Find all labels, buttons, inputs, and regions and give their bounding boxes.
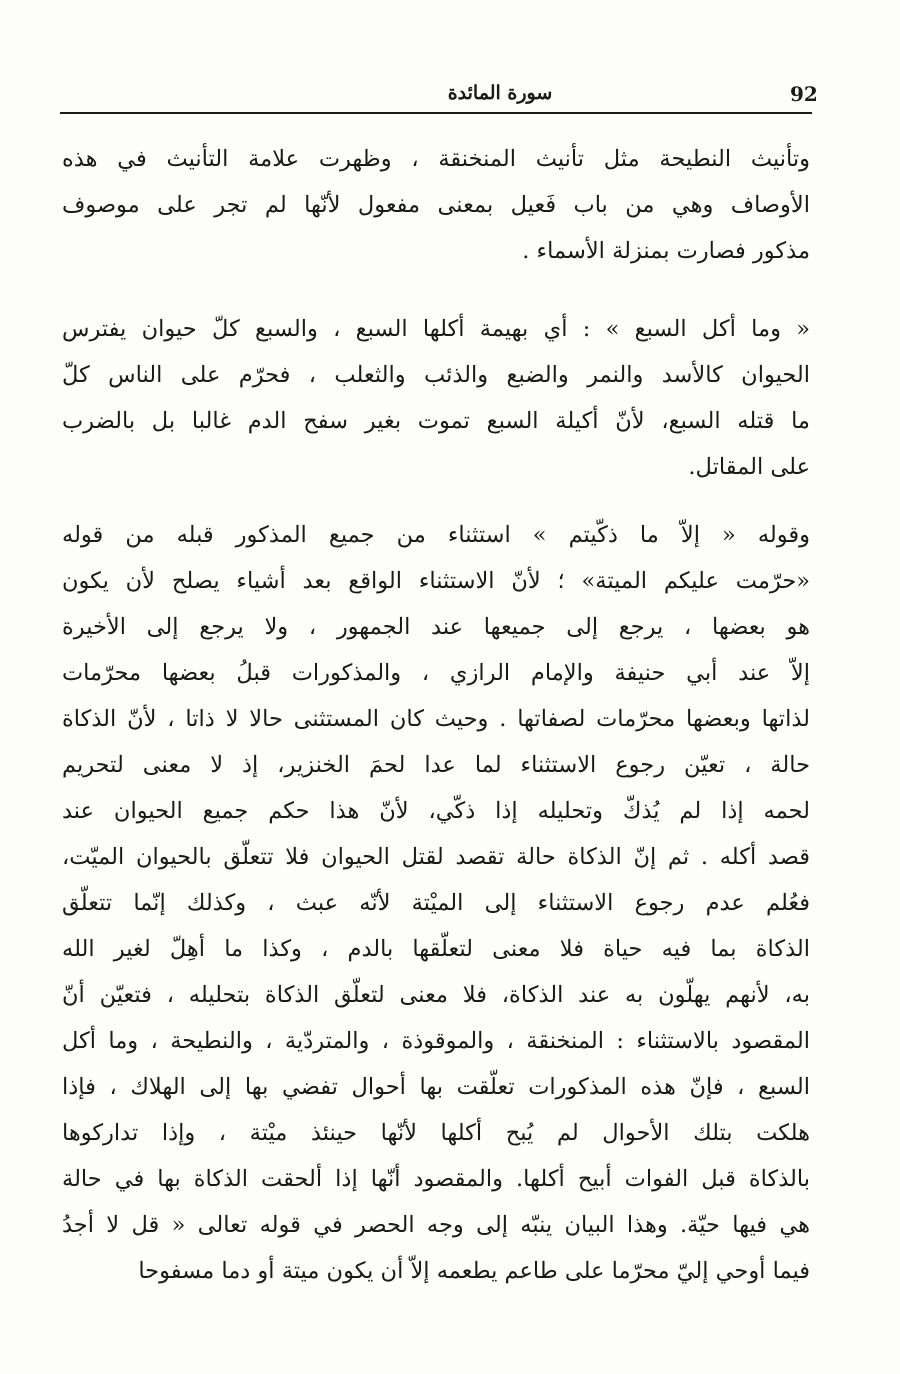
- running-header: [60, 78, 818, 114]
- text-line: وقوله « إلاّ ما ذكّيتم » استثناء من جميع المذكور قبله من قوله: [62, 522, 810, 548]
- paragraph: [62, 512, 810, 1294]
- text-line: «حرّمت عليكم الميتة» ؛ لأنّ الاستثناء الواقع بعد أشياء يصلح لأن يكون: [62, 568, 810, 594]
- paragraph-feminine-forms: [62, 136, 810, 274]
- text-line: فعُلم عدم رجوع الاستثناء إلى الميْتة لأنّه عبث ، وكذلك إنّما تتعلّق: [62, 890, 810, 916]
- text-line: حالة ، تعيّن رجوع الاستثناء لما عدا لحمَ الخنزير، إذ لا معنى لتحريم: [62, 752, 810, 778]
- text-line: السبع ، فإنّ هذه المذكورات تعلّقت بها أحوال تفضي بها إلى الهلاك ، فإذا: [62, 1074, 810, 1100]
- text-line: هي فيها حيّة. وهذا البيان ينبّه إلى وجه الحصر في قوله تعالى « قل لا أجدُ: [62, 1212, 810, 1238]
- text-line: على المقاتل.: [688, 454, 810, 480]
- surah-title: سورة المائدة: [447, 82, 553, 104]
- text-line: فيما أوحي إليّ محرّما على طاعم يطعمه إلاّ أن يكون ميتة أو دما مسفوحا: [138, 1258, 810, 1284]
- text-line: ما قتله السبع، لأنّ أكيلة السبع تموت بغير سفح الدم غالبا بل بالضرب: [62, 408, 810, 434]
- text-line: الحيوان كالأسد والنمر والضبع والذئب والثعلب ، فحرّم على الناس كلّ: [62, 362, 810, 388]
- text-line: لحمه إذا لم يُذكّ وتحليله إذا ذكّي، لأنّ هذا حكم جميع الحيوان عند: [62, 798, 810, 824]
- text-line: إلاّ عند أبي حنيفة والإمام الرازي ، والمذكورات قبلُ بعضها محرّمات: [62, 660, 810, 686]
- text-line: هلكت بتلك الأحوال لم يُبح أكلها لأنّها حينئذ ميْتة ، وإذا تداركوها: [62, 1120, 810, 1146]
- paragraph-slaughter-exception: [62, 512, 810, 1294]
- text-line: « وما أكل السبع » : أي بهيمة أكلها السبع ، والسبع كلّ حيوان يفترس: [62, 316, 810, 342]
- text-line: وتأنيث النطيحة مثل تأنيث المنخنقة ، وظهرت علامة التأنيث في هذه: [62, 146, 810, 172]
- text-line: الذكاة بما فيه حياة فلا معنى لتعلّقها بالدم ، وكذا ما أهِلّ لغير الله: [62, 936, 810, 962]
- page-number: 92: [790, 82, 818, 106]
- paragraph: [62, 136, 810, 274]
- text-line: مذكور فصارت بمنزلة الأسماء .: [522, 238, 810, 264]
- text-line: به، لأنهم يهلّون به عند الذكاة، فلا معنى لتعلّق الذكاة بتحليله ، فتعيّن أنّ: [62, 982, 810, 1008]
- text-line: بالذكاة قبل الفوات أبيح أكلها. والمقصود أنّها إذا ألحقت الذكاة بها في حالة: [62, 1166, 810, 1192]
- paragraph-predator: [62, 306, 810, 490]
- text-line: لذاتها وبعضها محرّمات لصفاتها . وحيث كان المستثنى حالا لا ذاتا ، لأنّ الذكاة: [62, 706, 810, 732]
- text-line: هو بعضها ، يرجع إلى جميعها عند الجمهور ، ولا يرجع إلى الأخيرة: [62, 614, 810, 640]
- text-line: الأوصاف وهي من باب فَعيل بمعنى مفعول لأنّها لم تجر على موصوف: [62, 192, 810, 218]
- paragraph: [62, 306, 810, 490]
- text-line: المقصود بالاستثناء : المنخنقة ، والموقوذة ، والمتردّية ، والنطيحة ، وما أكل: [62, 1028, 810, 1054]
- text-line: قصد أكله . ثم إنّ الذكاة حالة تقصد لقتل الحيوان فلا تتعلّق بالحيوان الميّت،: [62, 844, 810, 870]
